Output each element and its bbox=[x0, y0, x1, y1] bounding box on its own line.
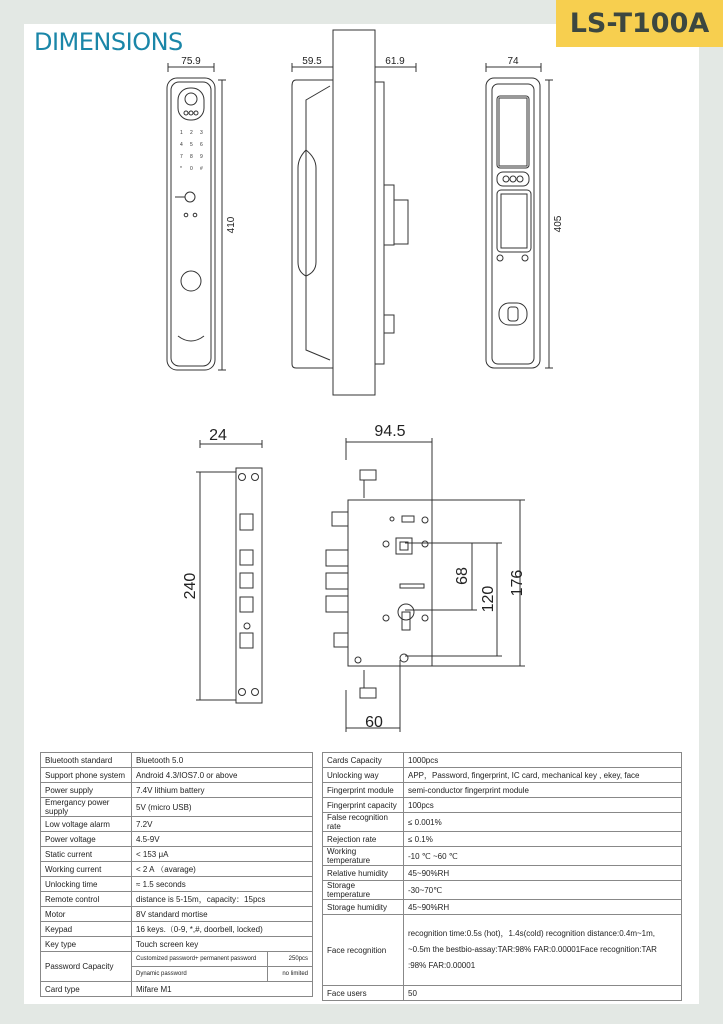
spec-value: 5V (micro USB) bbox=[132, 798, 313, 817]
spec-value: Android 4.3/IOS7.0 or above bbox=[132, 768, 313, 783]
key-6: 6 bbox=[200, 142, 203, 148]
spec-value: Touch screen key bbox=[132, 937, 313, 952]
spec-label: Storage humidity bbox=[323, 900, 404, 915]
spec-label: Face recognition bbox=[323, 915, 404, 986]
spec-label: Keypad bbox=[41, 922, 132, 937]
strike-plate-view bbox=[196, 440, 262, 703]
spec-value: 8V standard mortise bbox=[132, 907, 313, 922]
face-line-2: ~0.5m the bestbio-assay:TAR:98% FAR:0.00001Face recognition:TAR bbox=[408, 945, 657, 954]
keypad bbox=[180, 130, 203, 172]
table-row bbox=[41, 753, 313, 768]
table-row bbox=[323, 783, 682, 798]
spec-label: Emergancy power supply bbox=[41, 798, 132, 817]
spec-label: Face users bbox=[323, 986, 404, 1001]
spec-label: Fingerprint module bbox=[323, 783, 404, 798]
table-row bbox=[41, 937, 313, 952]
key-star: * bbox=[180, 166, 182, 172]
face-line-3: :98% FAR:0.00001 bbox=[408, 961, 476, 970]
spec-label: Working temperature bbox=[323, 847, 404, 866]
dim-plate-width: 24 bbox=[209, 427, 227, 444]
table-row bbox=[323, 881, 682, 900]
table-row bbox=[323, 986, 682, 1001]
dim-front-width: 75.9 bbox=[181, 56, 201, 67]
dim-side-front: 59.5 bbox=[302, 56, 322, 67]
table-row bbox=[323, 768, 682, 783]
table-row bbox=[323, 832, 682, 847]
spec-label: False recognition rate bbox=[323, 813, 404, 832]
key-3: 3 bbox=[200, 130, 203, 136]
spec-value: 4.5-9V bbox=[132, 832, 313, 847]
key-9: 9 bbox=[200, 154, 203, 160]
spec-label: Storage temperature bbox=[323, 881, 404, 900]
table-row bbox=[41, 862, 313, 877]
dim-176: 176 bbox=[509, 569, 526, 597]
key-4: 4 bbox=[180, 142, 183, 148]
dim-120: 120 bbox=[480, 585, 497, 613]
spec-value: 45~90%RH bbox=[404, 900, 682, 915]
face-line-1: recognition time:0.5s (hot)，1.4s(cold) recognition distance:0.4m~1m, bbox=[408, 929, 656, 938]
spec-value: 7.2V bbox=[132, 817, 313, 832]
spec-label: Motor bbox=[41, 907, 132, 922]
spec-value: semi-conductor fingerprint module bbox=[404, 783, 682, 798]
table-row bbox=[41, 768, 313, 783]
spec-label: Cards Capacity bbox=[323, 753, 404, 768]
spec-table-left bbox=[40, 752, 313, 997]
table-row bbox=[323, 813, 682, 832]
spec-value: no limited bbox=[268, 967, 313, 982]
dim-body-width: 94.5 bbox=[374, 423, 406, 440]
key-1: 1 bbox=[180, 130, 183, 136]
table-row bbox=[323, 798, 682, 813]
table-row bbox=[41, 798, 313, 817]
spec-label: Support phone system bbox=[41, 768, 132, 783]
spec-label: Power voltage bbox=[41, 832, 132, 847]
table-row bbox=[41, 892, 313, 907]
spec-value: ≤ 0.001% bbox=[404, 813, 682, 832]
table-row bbox=[323, 915, 682, 986]
key-7: 7 bbox=[180, 154, 183, 160]
back-view bbox=[486, 63, 553, 368]
spec-label: Fingerprint capacity bbox=[323, 798, 404, 813]
spec-value: 250pcs bbox=[268, 952, 313, 967]
spec-value: Customized password+ permanent password bbox=[132, 952, 268, 967]
table-row bbox=[41, 783, 313, 798]
spec-label: Unlocking way bbox=[323, 768, 404, 783]
spec-value: < 2 A （avarage) bbox=[132, 862, 313, 877]
key-hash: # bbox=[200, 166, 203, 172]
dim-backset: 60 bbox=[365, 714, 383, 731]
dim-plate-height: 240 bbox=[182, 572, 199, 600]
spec-value: < 153 μA bbox=[132, 847, 313, 862]
spec-label: Rejection rate bbox=[323, 832, 404, 847]
spec-value: 100pcs bbox=[404, 798, 682, 813]
mortise-view bbox=[326, 438, 525, 732]
key-0: 0 bbox=[190, 166, 193, 172]
spec-label: Remote control bbox=[41, 892, 132, 907]
key-8: 8 bbox=[190, 154, 193, 160]
table-row bbox=[41, 952, 313, 967]
spec-value: Dynamic password bbox=[132, 967, 268, 982]
dim-side-back: 61.9 bbox=[385, 56, 405, 67]
spec-label: Card type bbox=[41, 982, 132, 997]
spec-table-right bbox=[322, 752, 682, 1001]
page-title: DIMENSIONS bbox=[34, 28, 183, 56]
table-row bbox=[41, 877, 313, 892]
spec-value: ≤ 0.1% bbox=[404, 832, 682, 847]
model-badge: LS-T100A bbox=[556, 0, 723, 47]
spec-label: Low voltage alarm bbox=[41, 817, 132, 832]
spec-value bbox=[404, 915, 682, 986]
table-row bbox=[41, 847, 313, 862]
spec-label: Key type bbox=[41, 937, 132, 952]
dim-back-height: 405 bbox=[553, 215, 564, 233]
spec-value: distance is 5-15m，capacity：15pcs bbox=[132, 892, 313, 907]
table-row bbox=[323, 900, 682, 915]
spec-label: Password Capacity bbox=[41, 952, 132, 982]
spec-value: Bluetooth 5.0 bbox=[132, 753, 313, 768]
key-5: 5 bbox=[190, 142, 193, 148]
table-row bbox=[41, 982, 313, 997]
spec-value: -30~70℃ bbox=[404, 881, 682, 900]
table-row bbox=[41, 907, 313, 922]
spec-value: APP，Password, fingerprint, IC card, mechanical key , ekey, face bbox=[404, 768, 682, 783]
spec-label: Working current bbox=[41, 862, 132, 877]
table-row bbox=[323, 847, 682, 866]
spec-value: 16 keys.（0-9, *,#, doorbell, locked) bbox=[132, 922, 313, 937]
spec-label: Static current bbox=[41, 847, 132, 862]
table-row bbox=[41, 817, 313, 832]
spec-value: 45~90%RH bbox=[404, 866, 682, 881]
spec-label: Unlocking time bbox=[41, 877, 132, 892]
spec-label: Bluetooth standard bbox=[41, 753, 132, 768]
spec-value: -10 ℃ ~60 ℃ bbox=[404, 847, 682, 866]
spec-value: ≈ 1.5 seconds bbox=[132, 877, 313, 892]
dim-68: 68 bbox=[454, 567, 471, 585]
table-row bbox=[323, 753, 682, 768]
spec-value: Mifare M1 bbox=[132, 982, 313, 997]
dim-back-width: 74 bbox=[507, 56, 519, 67]
spec-label: Power supply bbox=[41, 783, 132, 798]
spec-label: Relative humidity bbox=[323, 866, 404, 881]
table-row bbox=[41, 832, 313, 847]
spec-value: 50 bbox=[404, 986, 682, 1001]
front-view bbox=[167, 63, 226, 370]
key-2: 2 bbox=[190, 130, 193, 136]
dim-front-height: 410 bbox=[226, 216, 237, 234]
table-row bbox=[41, 922, 313, 937]
spec-value: 7.4V lithium battery bbox=[132, 783, 313, 798]
side-view bbox=[292, 30, 416, 395]
spec-value: 1000pcs bbox=[404, 753, 682, 768]
table-row bbox=[323, 866, 682, 881]
